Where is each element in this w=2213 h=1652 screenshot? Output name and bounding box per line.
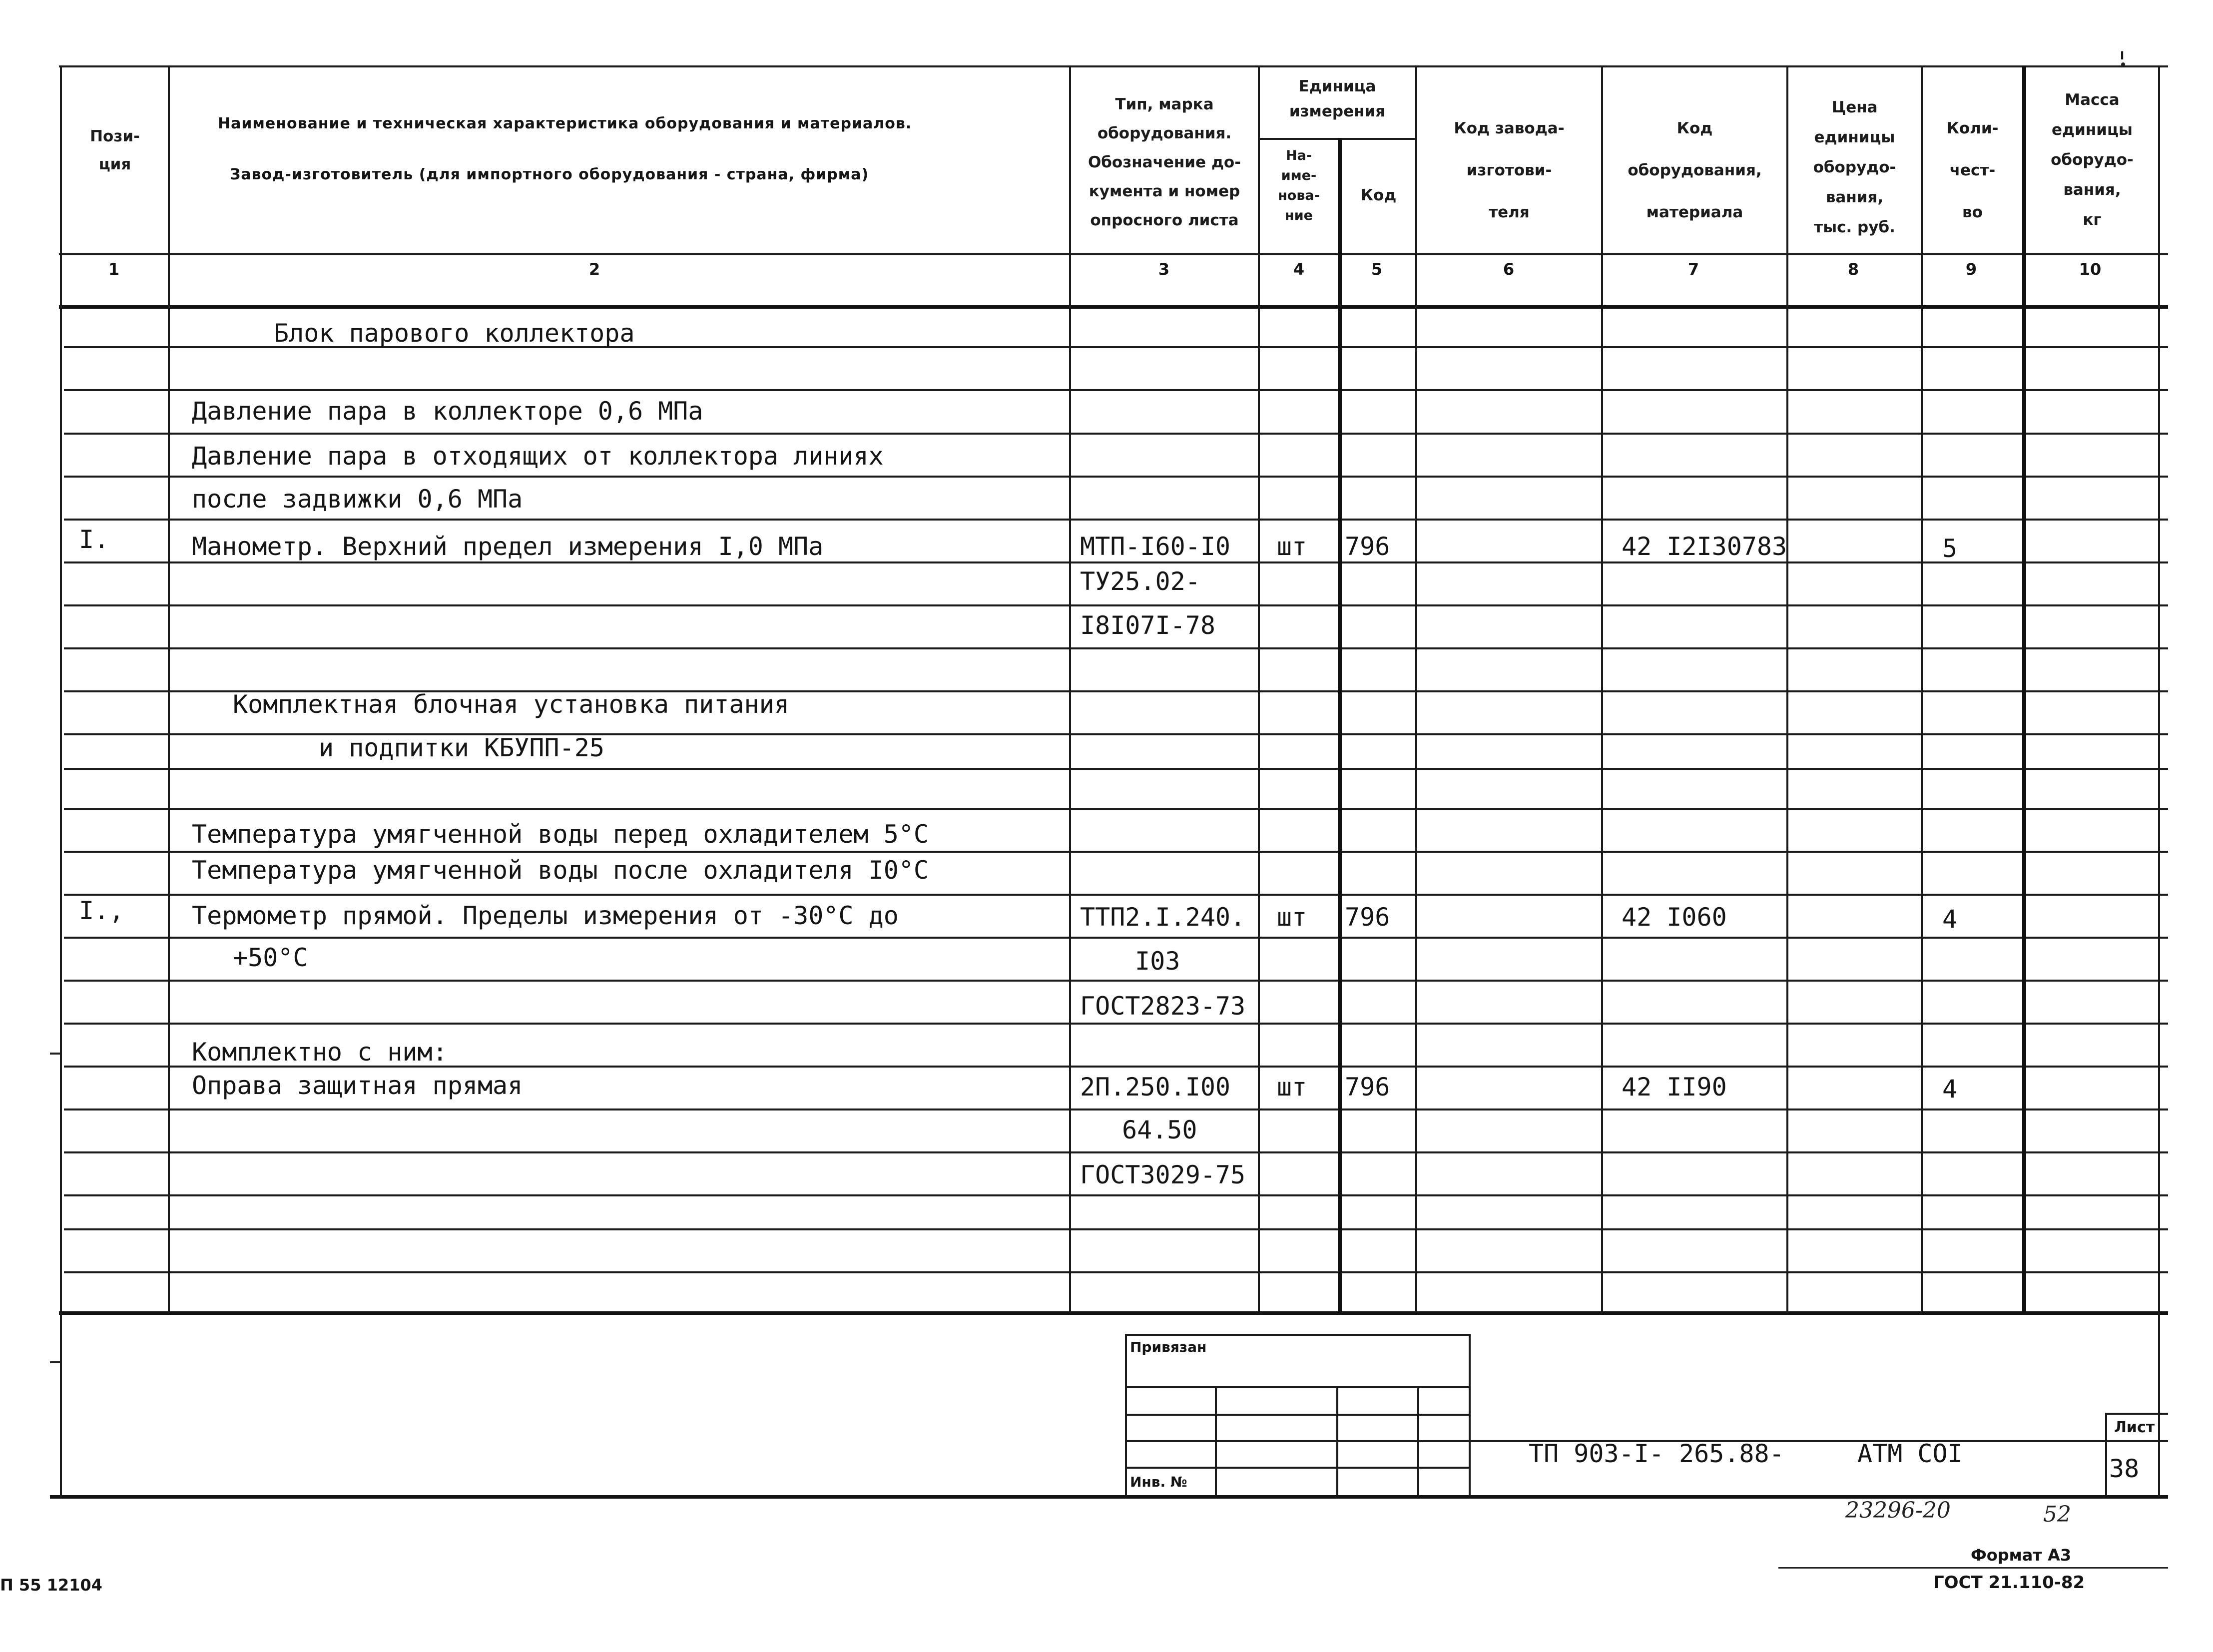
row-unit: шт: [1277, 903, 1307, 932]
row-equipment-code: 42 II90: [1622, 1073, 1727, 1101]
column-number-8: 8: [1847, 260, 1859, 279]
header-mass: Масса единицы оборудо- вания, кг: [2051, 91, 2134, 229]
column-number-6: 6: [1503, 260, 1515, 279]
column-number-1: 1: [108, 260, 120, 279]
row-name: Температура умягченной воды после охладителя I0°С: [192, 856, 929, 885]
row-name: Давление пара в отходящих от коллектора линиях: [192, 442, 884, 471]
column-number-7: 7: [1687, 260, 1699, 279]
row-type: 2П.250.I00: [1080, 1073, 1231, 1101]
margin-mark: [50, 1361, 60, 1363]
row-type: 64.50: [1122, 1115, 1197, 1144]
top-mark: I: [2120, 50, 2125, 62]
gost-label: ГОСТ 21.110-82: [1933, 1573, 2085, 1593]
header-position: Пози- ция: [90, 127, 140, 173]
sheet-label: Лист: [2114, 1419, 2155, 1436]
row-position: I.: [79, 525, 109, 554]
row-unit-code: 796: [1345, 532, 1390, 561]
header-name-line1: Наименование и техническая характеристика оборудования и материалов.: [218, 115, 912, 132]
column-number-9: 9: [1965, 260, 1977, 279]
row-name: Манометр. Верхний предел измерения I,0 МПа: [192, 532, 824, 561]
row-unit-code: 796: [1345, 1073, 1390, 1101]
row-name: Оправа защитная прямая: [192, 1071, 523, 1100]
column-number-10: 10: [2079, 260, 2102, 279]
header-factory-code: Код завода- изготови- теля: [1454, 119, 1565, 221]
sheet-number: 38: [2109, 1454, 2140, 1483]
header-unit-group: Единица измерения: [1289, 77, 1386, 120]
header-price: Цена единицы оборудо- вания, тыс. руб.: [1813, 98, 1896, 236]
document-code: АТМ СОI: [1857, 1439, 1963, 1468]
row-position: I.,: [79, 896, 124, 925]
header-unit-code: Код: [1360, 186, 1397, 204]
row-type: I03: [1135, 947, 1180, 976]
format-label: Формат А3: [1971, 1546, 2072, 1565]
row-name: Термометр прямой. Пределы измерения от -30°С до: [192, 901, 899, 930]
header-unit-name: На- име- нова- ние: [1278, 148, 1320, 223]
header-name-line2: Завод-изготовитель (для импортного оборудования - страна, фирма): [230, 166, 869, 183]
row-type: ГОСТ3029-75: [1080, 1160, 1246, 1189]
row-name: после задвижки 0,6 МПа: [192, 485, 523, 514]
handwritten-number: 23296-20: [1845, 1498, 1951, 1523]
bound-label: Привязан: [1130, 1339, 1207, 1355]
row-type: ТУ25.02-: [1080, 567, 1200, 596]
row-equipment-code: 42 I2I30783: [1622, 532, 1787, 561]
row-quantity: 4: [1942, 1075, 1958, 1103]
header-type: Тип, марка оборудования. Обозначение до- кумента и номер опросного листа: [1088, 95, 1241, 229]
row-unit: шт: [1277, 532, 1307, 561]
document-number: ТП 903-I- 265.88-: [1529, 1439, 1784, 1468]
sheet-code-left: П 55 12104: [0, 1576, 102, 1595]
row-name: Температура умягченной воды перед охладителем 5°С: [192, 820, 929, 849]
row-name: Комплектная блочная установка питания: [233, 690, 789, 719]
row-name: +50°С: [233, 943, 308, 972]
margin-mark: [50, 1053, 60, 1055]
row-quantity: 4: [1942, 905, 1958, 934]
row-name: Блок парового коллектора: [274, 319, 635, 348]
row-type: ТТП2.I.240.: [1080, 903, 1246, 932]
row-quantity: 5: [1942, 534, 1958, 563]
row-type: I8I07I-78: [1080, 611, 1215, 640]
column-number-5: 5: [1371, 260, 1383, 279]
row-type: МТП-I60-I0: [1080, 532, 1231, 561]
column-number-3: 3: [1158, 260, 1170, 279]
row-name: Комплектно с ним:: [192, 1038, 448, 1067]
column-number-4: 4: [1293, 260, 1305, 279]
inventory-label: Инв. №: [1130, 1474, 1187, 1490]
column-number-2: 2: [588, 260, 600, 279]
handwritten-page: 52: [2043, 1502, 2071, 1527]
header-quantity: Коли- чест- во: [1946, 119, 1999, 221]
row-name: и подпитки КБУПП-25: [319, 733, 604, 762]
row-equipment-code: 42 I060: [1622, 903, 1727, 932]
row-unit: шт: [1277, 1073, 1307, 1101]
row-type: ГОСТ2823-73: [1080, 992, 1246, 1021]
row-unit-code: 796: [1345, 903, 1390, 932]
header-equipment-code: Код оборудования, материала: [1628, 119, 1762, 221]
row-name: Давление пара в коллекторе 0,6 МПа: [192, 397, 703, 426]
